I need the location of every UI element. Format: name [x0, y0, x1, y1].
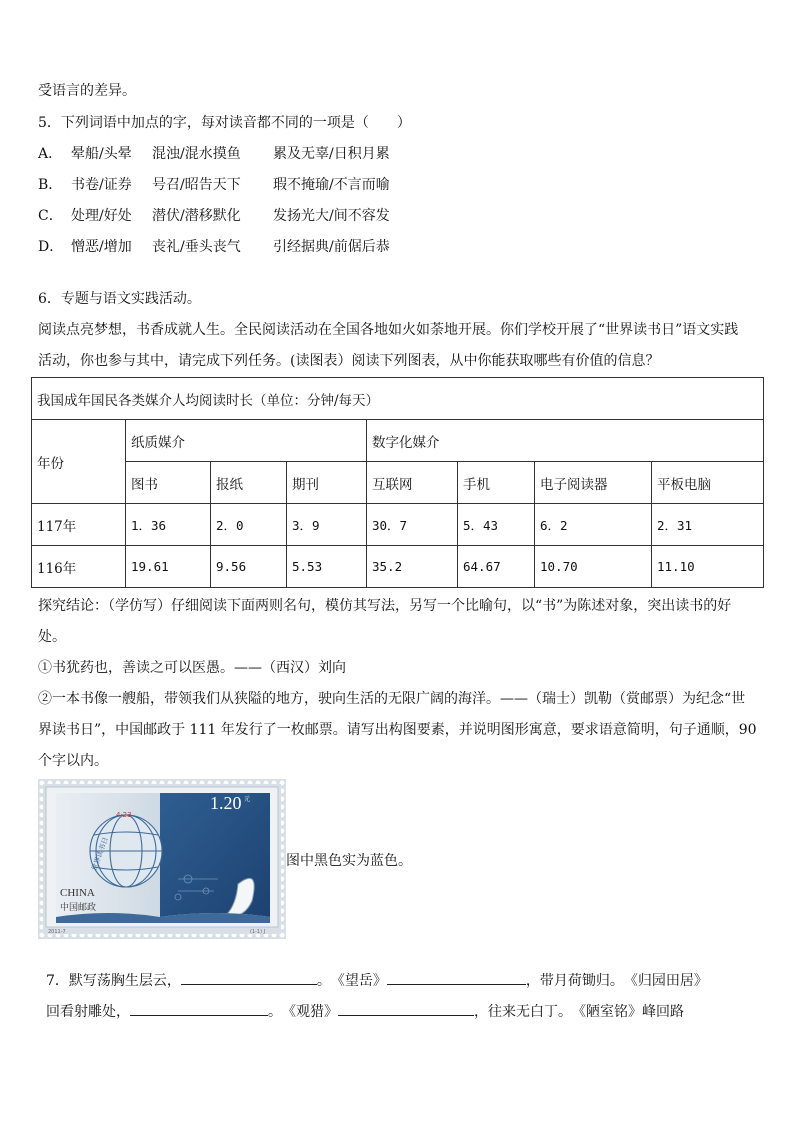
quote-1: ①书犹药也，善读之可以医愚。——（西汉）刘向: [38, 660, 346, 676]
stamp-country: CHINA: [60, 887, 95, 899]
year-header: 年份: [32, 420, 126, 504]
stamp-currency: 元: [244, 796, 251, 803]
table-cell: 30．7: [367, 504, 458, 546]
option-pair-3: 瑕不掩瑜/不言而喻: [273, 177, 390, 193]
stamp-date: 4·23: [116, 811, 132, 819]
row-year: 116年: [32, 546, 126, 588]
q5-option-b[interactable]: [38, 175, 390, 195]
table-cell: 5．43: [458, 504, 535, 546]
quote-2-line-2: 界读书日”，中国邮政于 111 年发行了一枚邮票。请写出构图要素，并说明图形寓意，要求语意简明，句子通顺，90: [38, 722, 757, 738]
table-header-row: [32, 462, 764, 504]
q7-text: ，往来无白丁。 《陋室铭》峰回路: [474, 1004, 684, 1020]
column-header: 期刊: [287, 462, 367, 504]
option-pair-3: 发扬光大/间不容发: [273, 208, 390, 224]
row-year: 117年: [32, 504, 126, 546]
group-paper: 纸质媒介: [126, 420, 367, 462]
table-cell: 2．0: [211, 504, 287, 546]
option-pair-2: 混浊/混水摸鱼: [152, 146, 241, 162]
table-cell: 2．31: [652, 504, 764, 546]
answer-blank[interactable]: [387, 970, 526, 985]
table-cell: 10.70: [535, 546, 652, 588]
q5-option-d[interactable]: [38, 237, 390, 257]
question-7-line-1: [46, 970, 708, 991]
table-cell: 19.61: [126, 546, 211, 588]
table-cell: 9.56: [211, 546, 287, 588]
answer-blank[interactable]: [181, 970, 317, 985]
stamp-denomination: 1.20: [210, 793, 242, 813]
table-cell: 5.53: [287, 546, 367, 588]
reading-time-table: [31, 377, 764, 588]
answer-blank[interactable]: [130, 1001, 268, 1016]
table-cell: 6．2: [535, 504, 652, 546]
option-pair-3: 引经据典/前倨后恭: [273, 239, 390, 255]
stamp-serial-left: 2011-7: [48, 929, 66, 935]
option-pair-1: 晕船/头晕: [71, 146, 132, 162]
column-header: 手机: [458, 462, 535, 504]
group-digital: 数字化媒介: [367, 420, 764, 462]
column-header: 电子阅读器: [535, 462, 652, 504]
q7-text: 。 《望岳》: [316, 973, 387, 989]
explore-line-1: 探究结论：（学仿写）仔细阅读下面两则名句，模仿其写法，另写一个比喻句，以“书”为陈述对象，突出读书的好: [38, 598, 732, 614]
column-header: 图书: [126, 462, 211, 504]
explore-line-2: 处。: [38, 629, 66, 645]
option-label: C．: [38, 208, 63, 224]
world-book-day-stamp: [38, 779, 286, 939]
table-caption: 我国成年国民各类媒介人均阅读时长（单位：分钟/每天）: [32, 378, 764, 420]
table-caption-row: [32, 378, 764, 420]
option-label: A．: [38, 146, 63, 162]
option-pair-1: 处理/好处: [71, 208, 132, 224]
table-row: [32, 546, 764, 588]
question-6-stem: 6．专题与语文实践活动。: [38, 291, 201, 307]
table-cell: 11.10: [652, 546, 764, 588]
quote-2-line-3: 个字以内。: [38, 753, 108, 769]
q6-paragraph-1: 阅读点亮梦想，书香成就人生。全民阅读活动在全国各地如火如荼地开展。你们学校开展了“世界读书日”语文实践: [38, 322, 739, 338]
option-pair-3: 累及无辜/日积月累: [273, 146, 390, 162]
option-pair-2: 潜伏/潜移默化: [152, 208, 241, 224]
q5-option-a[interactable]: [38, 144, 390, 164]
q7-text: ，带月荷锄归。 《归园田居》: [525, 973, 708, 989]
column-header: 平板电脑: [652, 462, 764, 504]
option-pair-1: 书卷/证券: [71, 177, 132, 193]
table-row: [32, 504, 764, 546]
option-pair-2: 丧礼/垂头丧气: [152, 239, 241, 255]
question-7-line-2: [46, 1001, 684, 1022]
question-5-stem: 5．下列词语中加点的字，每对读音都不同的一项是（ ）: [38, 115, 411, 131]
column-header: 互联网: [367, 462, 458, 504]
option-label: B．: [38, 177, 63, 193]
q7-text: 。 《观猎》: [268, 1004, 338, 1020]
q6-paragraph-2: 活动，你也参与其中，请完成下列任务。(读图表）阅读下列图表，从中你能获取哪些有价值的信息？: [38, 353, 660, 369]
stamp-post: 中国邮政: [60, 903, 97, 913]
quote-2-line-1: ②一本书像一艘船，带领我们从狭隘的地方，驶向生活的无限广阔的海洋。——（瑞士）凯勒（赏邮票）为纪念“世: [38, 691, 746, 707]
intro-tail: 受语言的差异。: [38, 83, 136, 99]
table-group-row: [32, 420, 764, 462]
q5-option-c[interactable]: [38, 206, 390, 226]
option-label: D．: [38, 239, 64, 255]
table-cell: 3．9: [287, 504, 367, 546]
q7-text: 7．默写荡胸生层云，: [46, 973, 181, 989]
table-cell: 35.2: [367, 546, 458, 588]
table-cell: 1．36: [126, 504, 211, 546]
stamp-serial-right: (1-1) J: [250, 929, 266, 935]
option-pair-1: 憎恶/增加: [71, 239, 132, 255]
answer-blank[interactable]: [338, 1001, 474, 1016]
q7-text: 回看射雕处，: [46, 1004, 130, 1020]
table-cell: 64.67: [458, 546, 535, 588]
option-pair-2: 号召/昭告天下: [152, 177, 241, 193]
column-header: 报纸: [211, 462, 287, 504]
stamp-note: 图中黑色实为蓝色。: [286, 853, 412, 869]
stamp-arc-text: 世界读书日: [90, 836, 110, 872]
